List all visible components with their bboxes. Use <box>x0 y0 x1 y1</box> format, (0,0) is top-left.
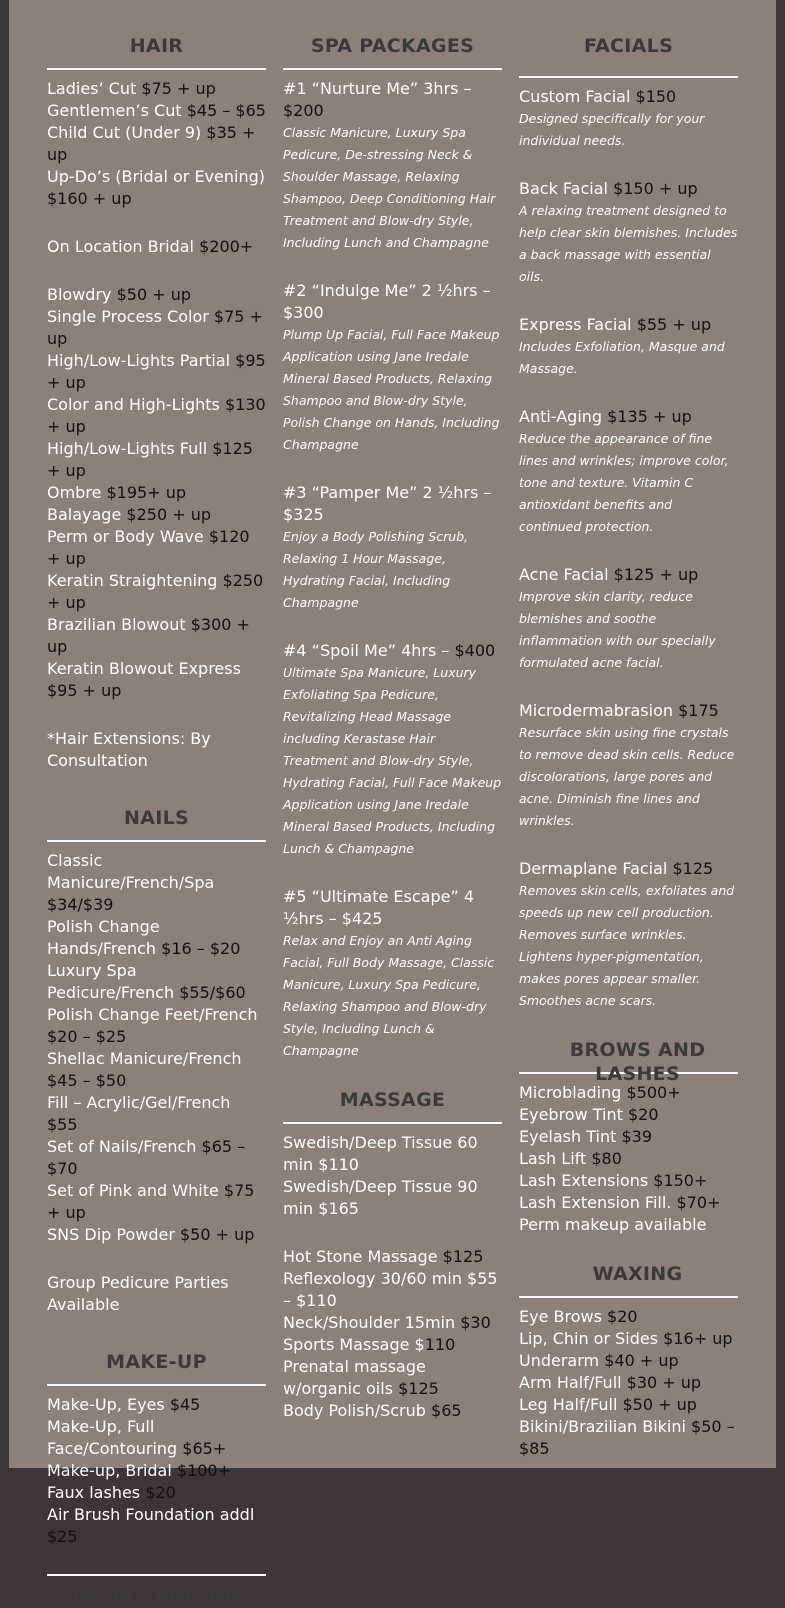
facial-description: A relaxing treatment designed to help clear skin blemishes. Includes a back massage with essential oils. <box>519 203 738 284</box>
list-item: Hot Stone Massage $125 <box>283 1247 484 1266</box>
list-item: Brazilian Blowout $300 + up <box>47 615 250 656</box>
facial-item: Dermaplane Facial $125 Removes skin cells, exfoliates and speeds up new cell production. Removes surface wrinkles. Lightens hyper-pigmentation, makes pores appear smaller. Smoothes acne scars. <box>519 858 738 1012</box>
spa-packages-heading: SPA PACKAGES <box>310 35 475 57</box>
facial-item: Microdermabrasion $175 Resurface skin using fine crystals to remove dead skin cells. Reduce discolorations, large pores and acne. Diminish fine lines and wrinkles. <box>519 700 738 832</box>
package-price: $400 <box>454 641 496 660</box>
group-pedicure-note: Group Pedicure Parties Available <box>47 1273 229 1314</box>
list-item: Set of Nails/French $65 – $70 <box>47 1137 246 1178</box>
facial-description: Includes Exfoliation, Masque and Massage. <box>519 339 725 376</box>
package-description: Relax and Enjoy an Anti Aging Facial, Full Body Massage, Classic Manicure, Luxury Spa Pedicure, Relaxing Shampoo and Blow-dry Style, Including Lunch & Champagne <box>283 933 495 1058</box>
list-item: Lash Extension Fill. $70+ <box>519 1193 721 1212</box>
massage-heading: MASSAGE <box>339 1089 446 1111</box>
list-item: Child Cut (Under 9) $35 + up <box>47 123 256 164</box>
nails-heading: NAILS <box>124 807 189 829</box>
list-item: Set of Pink and White $75 + up <box>47 1181 255 1222</box>
spa-package <box>283 482 502 614</box>
list-item: Up-Do’s (Bridal or Evening) $160 + up <box>47 167 265 208</box>
facial-addon-heading: FACIAL ADD ON <box>72 1585 241 1607</box>
list-item: Air Brush Foundation addl $25 <box>47 1505 255 1546</box>
list-item: Make-Up, Full Face/Contouring $65+ <box>47 1417 227 1458</box>
facial-item: Anti-Aging $135 + up Reduce the appearance of fine lines and wrinkles; improve color, tone and texture. Vitamin C antioxidant benefits and continued protection. <box>519 406 738 538</box>
list-item: Luxury Spa Pedicure/French $55/$60 <box>47 961 246 1002</box>
facial-description: Improve skin clarity, reduce blemishes and soothe inflammation with our specially formulated acne facial. <box>519 589 716 670</box>
list-item: Eyebrow Tint $20 <box>519 1105 659 1124</box>
list-item: Lash Lift $80 <box>519 1149 622 1168</box>
list-item: Color and High-Lights $130 + up <box>47 395 266 436</box>
list-item: Balayage $250 + up <box>47 505 211 524</box>
facial-item: Custom Facial $150 Designed specifically for your individual needs. <box>519 86 738 152</box>
list-item: Polish Change Feet/French $20 – $25 <box>47 1005 258 1046</box>
list-item: Gentlemen’s Cut $45 – $65 <box>47 101 266 120</box>
nails-list <box>47 850 266 1316</box>
list-item: Ladies’ Cut $75 + up <box>47 79 216 98</box>
package-title: #1 “Nurture Me” 3hrs – <box>283 79 472 98</box>
facial-item: Acne Facial $125 + up Improve skin clarity, reduce blemishes and soothe inflammation with our specially formulated acne facial. <box>519 564 738 674</box>
column-right <box>519 0 738 1460</box>
hair-extensions-note: *Hair Extensions: By Consultation <box>47 729 211 770</box>
facial-description: Resurface skin using fine crystals to remove dead skin cells. Reduce discolorations, large pores and acne. Diminish fine lines and wrinkles. <box>519 725 735 828</box>
package-description: Classic Manicure, Luxury Spa Pedicure, De-stressing Neck & Shoulder Massage, Relaxing Shampoo, Deep Conditioning Hair Treatment and Blow-dry Style, Including Lunch and Champagne <box>283 125 496 250</box>
spa-package <box>283 78 502 254</box>
list-item: Prenatal massage w/organic oils $125 <box>283 1357 439 1398</box>
column-left <box>47 0 266 1608</box>
list-item: Keratin Blowout Express $95 + up <box>47 659 241 700</box>
list-item: Perm or Body Wave $120 + up <box>47 527 250 568</box>
list-item: High/Low-Lights Partial $95 + up <box>47 351 266 392</box>
hair-heading: HAIR <box>129 35 184 57</box>
massage-list <box>283 1132 502 1422</box>
spa-package-list <box>283 78 502 1062</box>
spa-package <box>283 280 502 456</box>
list-item: Make-Up, Eyes $45 <box>47 1395 201 1414</box>
brows-list <box>519 1082 738 1236</box>
facial-description: Removes skin cells, exfoliates and speeds up new cell production. Removes surface wrinkles. Lightens hyper-pigmentation, makes pores appear smaller. Smoothes acne scars. <box>519 883 735 1008</box>
list-item: Make-up, Bridal $100+ <box>47 1461 232 1480</box>
list-item: Lash Extensions $150+ <box>519 1171 708 1190</box>
list-item: Fill – Acrylic/Gel/French $55 <box>47 1093 231 1134</box>
list-item: Body Polish/Scrub $65 <box>283 1401 462 1420</box>
makeup-list <box>47 1394 266 1548</box>
list-item: Microblading $500+ <box>519 1083 681 1102</box>
facial-item: Express Facial $55 + up Includes Exfoliation, Masque and Massage. <box>519 314 738 380</box>
facials-list <box>519 86 738 1012</box>
list-item: Reflexology 30/60 min $55 – $110 <box>283 1269 498 1310</box>
package-title: #3 “Pamper Me” 2 ½hrs – $325 <box>283 483 492 524</box>
facial-item: Back Facial $150 + up A relaxing treatment designed to help clear skin blemishes. Includes a back massage with essential oils. <box>519 178 738 288</box>
makeup-heading: MAKE-UP <box>106 1351 207 1373</box>
brows-lashes-heading: BROWS AND LASHES <box>569 1039 706 1085</box>
list-item: Classic Manicure/French/Spa $34/$39 <box>47 851 215 914</box>
list-item: Eye Brows $20 <box>519 1307 638 1326</box>
column-middle <box>283 0 502 1422</box>
package-title: #4 “Spoil Me” 4hrs – <box>283 641 455 660</box>
list-item: Neck/Shoulder 15min $30 <box>283 1313 491 1332</box>
list-item: Eyelash Tint $39 <box>519 1127 653 1146</box>
list-item: Shellac Manicure/French $45 – $50 <box>47 1049 242 1090</box>
list-item: Bikini/Brazilian Bikini $50 – $85 <box>519 1417 735 1458</box>
list-item: Perm makeup available <box>519 1215 707 1234</box>
hair-list <box>47 78 266 772</box>
list-item: SNS Dip Powder $50 + up <box>47 1225 255 1244</box>
list-item: Swedish/Deep Tissue 90 min $165 <box>283 1177 478 1218</box>
list-item: On Location Bridal $200+ <box>47 237 254 256</box>
list-item: Single Process Color $75 + up <box>47 307 263 348</box>
package-description: Enjoy a Body Polishing Scrub, Relaxing 1 Hour Massage, Hydrating Facial, Including Champagne <box>283 529 469 610</box>
package-description: Ultimate Spa Manicure, Luxury Exfoliating Spa Pedicure, Revitalizing Head Massage including Kerastase Hair Treatment and Blow-dry Style, Hydrating Facial, Full Face Makeup Application using Jane Iredale Mineral Based Products, Including Lunch & Champagne <box>283 665 502 856</box>
list-item: Leg Half/Full $50 + up <box>519 1395 697 1414</box>
list-item: Sports Massage $110 <box>283 1335 456 1354</box>
facials-heading: FACIALS <box>583 35 674 57</box>
package-description: Plump Up Facial, Full Face Makeup Application using Jane Iredale Mineral Based Products, Relaxing Shampoo and Blow-dry Style, Polish Change on Hands, Including Champagne <box>283 327 500 452</box>
list-item: Underarm $40 + up <box>519 1351 679 1370</box>
list-item: Ombre $195+ up <box>47 483 187 502</box>
waxing-heading: WAXING <box>592 1263 683 1285</box>
spa-package <box>283 886 502 1062</box>
facial-description: Reduce the appearance of fine lines and wrinkles; improve color, tone and texture. Vitamin C antioxidant benefits and continued protection. <box>519 431 729 534</box>
package-price: $200 <box>283 101 324 120</box>
list-item: Arm Half/Full $30 + up <box>519 1373 702 1392</box>
waxing-list <box>519 1306 738 1460</box>
list-item: Keratin Straightening $250 + up <box>47 571 264 612</box>
list-item: Faux lashes $20 <box>47 1483 176 1502</box>
list-item: Lip, Chin or Sides $16+ up <box>519 1329 733 1348</box>
menu-panel <box>9 0 776 1607</box>
list-item: High/Low-Lights Full $125 + up <box>47 439 253 480</box>
package-title: #2 “Indulge Me” 2 ½hrs – $300 <box>283 281 491 322</box>
facial-description: Designed specifically for your individual needs. <box>519 111 705 148</box>
list-item: Swedish/Deep Tissue 60 min $110 <box>283 1133 478 1174</box>
package-title: #5 “Ultimate Escape” 4 ½hrs – $425 <box>283 887 475 928</box>
spa-package <box>283 640 502 860</box>
list-item: Blowdry $50 + up <box>47 285 192 304</box>
list-item: Polish Change Hands/French $16 – $20 <box>47 917 241 958</box>
